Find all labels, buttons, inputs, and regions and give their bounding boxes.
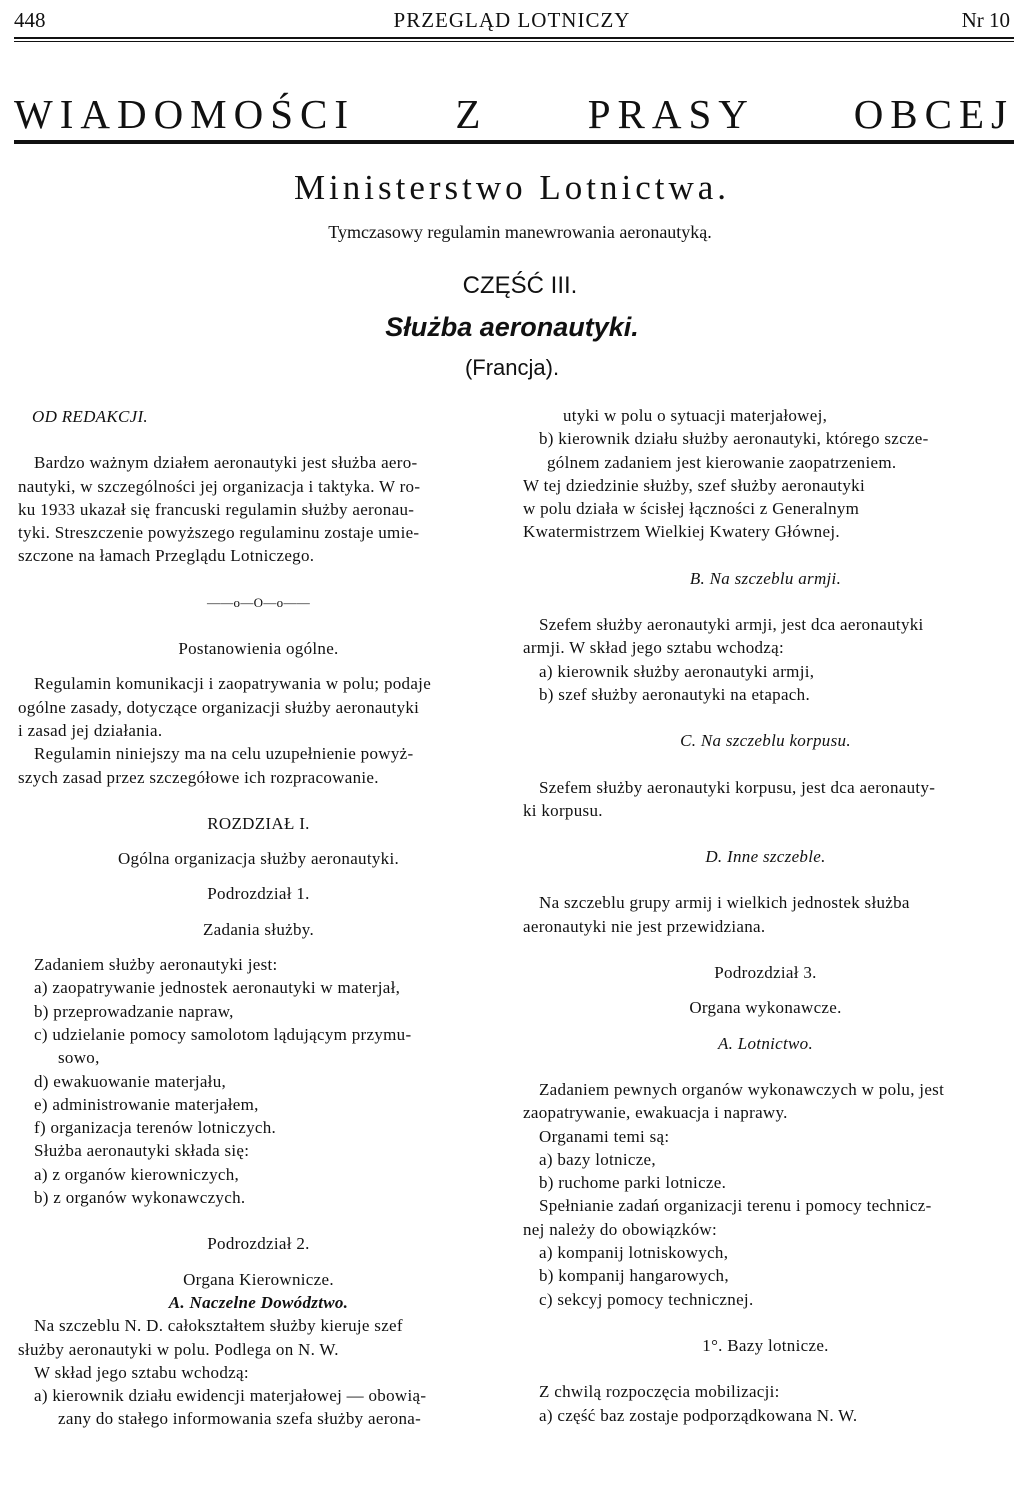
article-title: Ministerstwo Lotnictwa. — [293, 168, 731, 207]
section-heading: A. Lotnictwo. — [717, 1033, 814, 1053]
list-item: utyki w polu o sytuacji materjałowej, — [563, 406, 828, 425]
list-item: a) kompanij lotniskowych, — [539, 1243, 729, 1263]
body-line: Zadaniem służby aeronautyki jest: — [34, 955, 278, 975]
editorial-heading: OD REDAKCJI. — [32, 407, 148, 426]
body-line: w polu działa w ścisłej łączności z Generalnym — [523, 499, 860, 519]
intro-line: ku 1933 ukazał się francuski regulamin służby aeronau- — [18, 499, 415, 519]
body-line: i zasad jej działania. — [18, 720, 163, 740]
subchapter-title: Zadania służby. — [202, 919, 315, 939]
body-line: Spełnianie zadań organizacji terenu i pomocy technicz- — [539, 1196, 932, 1216]
journal-title: PRZEGLĄD LOTNICZY — [393, 8, 631, 32]
body-line: W skład jego sztabu wchodzą: — [34, 1362, 249, 1382]
body-line: Szefem służby aeronautyki armji, jest dca aeronautyki — [539, 615, 924, 635]
section-banner — [14, 90, 1014, 142]
section-heading: C. Na szczeblu korpusu. — [680, 731, 851, 751]
chapter-title: Ogólna organizacja służby aeronautyki. — [117, 849, 400, 869]
intro-line: szczone na łamach Przeglądu Lotniczego. — [18, 546, 315, 566]
running-header — [14, 6, 1010, 36]
list-item: f) organizacja terenów lotniczych. — [34, 1118, 277, 1138]
right-column — [523, 404, 1008, 1427]
part-label: CZĘŚĆ III. — [462, 272, 578, 299]
body-line: Z chwilą rozpoczęcia mobilizacji: — [539, 1382, 780, 1402]
list-item: sowo, — [58, 1048, 100, 1068]
list-item: c) udzielanie pomocy samolotom lądującym przymu- — [34, 1024, 412, 1044]
list-item: b) szef służby aeronautyki na etapach. — [539, 684, 811, 704]
country-label: (Francja). — [464, 355, 560, 380]
subchapter-heading: Podrozdział 1. — [207, 884, 310, 904]
body-line: ogólne zasady, dotyczące organizacji służby aeronautyki — [18, 697, 420, 717]
banner-rule — [14, 140, 1014, 144]
body-line: W tej dziedzinie służby, szef służby aeronautyki — [523, 475, 866, 495]
subsection-heading: 1°. Bazy lotnicze. — [702, 1335, 829, 1355]
subchapter-heading: Podrozdział 2. — [207, 1234, 310, 1254]
list-item: a) bazy lotnicze, — [539, 1149, 656, 1169]
body-line: nej należy do obowiązków: — [523, 1219, 717, 1239]
body-line: zaopatrywanie, ewakuacja i naprawy. — [523, 1103, 788, 1123]
body-line: szych zasad przez szczegółowe ich rozpracowanie. — [18, 767, 379, 787]
chapter-heading: ROZDZIAŁ I. — [207, 813, 310, 833]
body-line: armji. W skład jego sztabu wchodzą: — [523, 638, 785, 658]
body-line: Na szczeblu N. D. całokształtem służby kieruje szef — [34, 1316, 403, 1336]
subchapter-title: Organa Kierownicze. — [183, 1269, 334, 1289]
subchapter-title: Organa wykonawcze. — [689, 998, 842, 1018]
list-item: b) kierownik działu służby aeronautyki, którego szcze- — [539, 429, 929, 449]
list-item: gólnem zadaniem jest kierowanie zaopatrzeniem. — [547, 452, 897, 472]
list-item: a) część baz zostaje podporządkowana N. W. — [539, 1405, 858, 1425]
list-item: a) kierownik służby aeronautyki armji, — [539, 661, 815, 681]
body-line: Regulamin niniejszy ma na celu uzupełnienie powyż- — [34, 744, 414, 764]
page-number: 448 — [14, 8, 46, 32]
banner-title: WIADOMOŚCI Z PRASY OBCEJ — [14, 91, 1014, 137]
intro-line: tyki. Streszczenie powyższego regulaminu zostaje umie- — [18, 523, 420, 543]
body-line: Kwatermistrzem Wielkiej Kwatery Głównej. — [523, 522, 840, 542]
body-line: Regulamin komunikacji i zaopatrywania w polu; podaje — [34, 674, 432, 694]
list-item: b) kompanij hangarowych, — [539, 1266, 729, 1286]
section-heading: A. Naczelne Dowództwo. — [168, 1292, 349, 1312]
part-title: Służba aeronautyki. — [385, 312, 639, 342]
body-line: Szefem służby aeronautyki korpusu, jest dca aeronauty- — [539, 777, 936, 797]
list-item: b) przeprowadzanie napraw, — [34, 1001, 234, 1021]
list-item: a) kierownik działu ewidencji materjałowej — obowią- — [34, 1386, 427, 1406]
section-heading: B. Na szczeblu armji. — [689, 568, 842, 588]
article-subtitle: Tymczasowy regulamin manewrowania aeronautyką. — [328, 222, 712, 242]
body-line: służby aeronautyki w polu. Podlega on N. W. — [18, 1339, 339, 1359]
list-item: b) z organów wykonawczych. — [34, 1188, 246, 1208]
list-item: a) z organów kierowniczych, — [34, 1164, 240, 1184]
body-line: Zadaniem pewnych organów wykonawczych w polu, jest — [539, 1079, 945, 1099]
intro-line: nautyki, w szczególności jej organizacja i taktyka. W ro- — [18, 476, 421, 496]
general-heading: Postanowienia ogólne. — [178, 639, 339, 659]
intro-line: Bardzo ważnym działem aeronautyki jest służba aero- — [34, 453, 418, 473]
part-heading — [0, 272, 1024, 300]
list-item: e) administrowanie materjałem, — [34, 1094, 259, 1114]
list-item: a) zaopatrywanie jednostek aeronautyki w materjał, — [34, 978, 401, 998]
body-line: Na szczeblu grupy armij i wielkich jednostek służba — [539, 893, 910, 913]
left-column — [18, 405, 499, 1431]
list-item: b) ruchome parki lotnicze. — [539, 1173, 727, 1193]
header-rule-thin — [14, 41, 1014, 42]
subchapter-heading: Podrozdział 3. — [714, 963, 817, 983]
header-rule — [14, 37, 1014, 39]
body-line: Organami temi są: — [539, 1126, 670, 1146]
section-heading: D. Inne szczeble. — [705, 847, 826, 867]
issue-number: Nr 10 — [961, 8, 1010, 32]
body-line: aeronautyki nie jest przewidziana. — [523, 916, 766, 936]
body-line: Służba aeronautyki składa się: — [34, 1141, 250, 1161]
list-item: d) ewakuowanie materjału, — [34, 1071, 227, 1091]
list-item: zany do stałego informowania szefa służby aerona- — [58, 1409, 422, 1429]
body-line: ki korpusu. — [523, 800, 603, 820]
separator: ——o—O—o—— — [206, 594, 311, 610]
list-item: c) sekcyj pomocy technicznej. — [539, 1289, 754, 1309]
